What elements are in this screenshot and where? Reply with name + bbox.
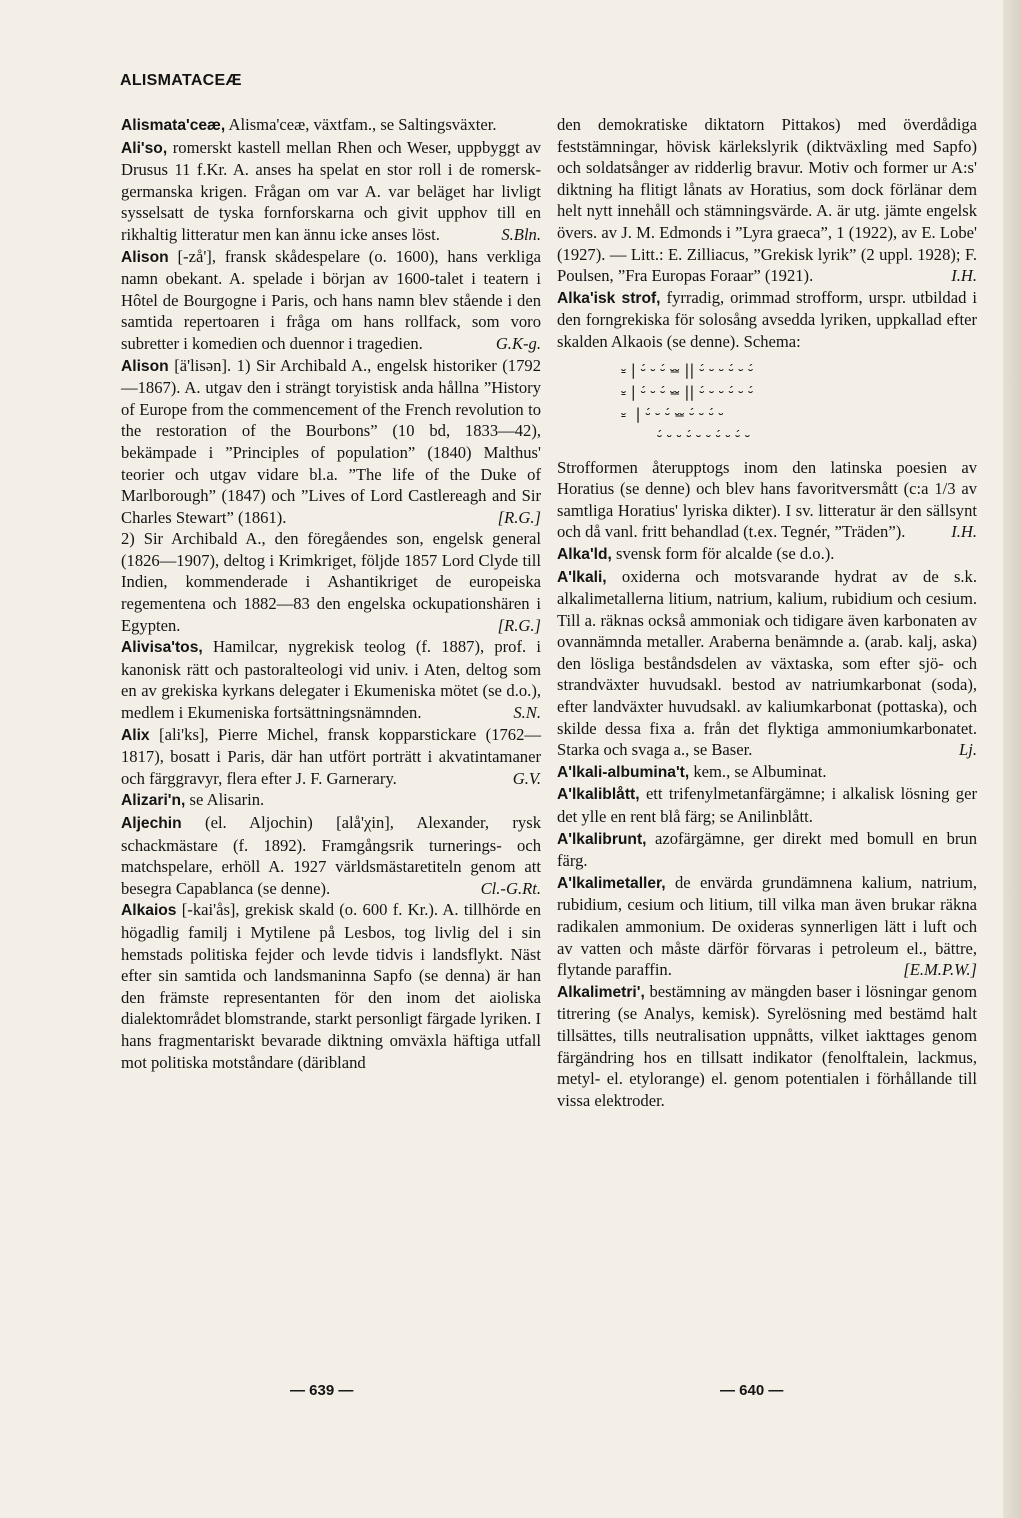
- entry-headword: Alison: [121, 357, 169, 375]
- entry-signature: S.Bln.: [501, 224, 541, 244]
- entry-headword: Aljechin: [121, 815, 182, 832]
- entry-text: de envärda grundämnena kalium, natrium, rubidium, cesium och litium, till vilka man även brukar räkna radikalen ammonium. De oxideras synnerligen lätt i luft och av vatten och måste därför förvaras i petroleum el., bättre, flytande paraffin.: [557, 872, 977, 980]
- dictionary-entry: [121, 724, 541, 790]
- entry-text: 2) Sir Archibald A., den föregåendes son, engelsk general (1826—1907), deltog i Krimkriget, följde 1857 Lord Clyde till Indien, kommenderade i Ashantikriget de europeiska regementena och 1882—83 den engelska ockupationshären i Egypten.: [121, 529, 541, 635]
- running-header: ALISMATACEÆ: [120, 72, 242, 89]
- entry-text: [-kai'ås], grekisk skald (o. 600 f. Kr.). A. tillhörde en högadlig familj i Mytilene på Lesbos, tog livlig del i sin hemstads politiska fejder och levde tidvis i landsflykt. Näst efter sin samtida och landsmaninna Sapfo (se denna) är han den främste representanten för den inom det aioliska dialektområdet blomstrande, starkt personligt färgade lyriken. I hans fragmentariskt bevarade diktning omväxla häftiga utfall mot politiska motståndare (däribland: [121, 900, 541, 1072]
- entry-text: den demokratiske diktatorn Pittakos) med överdådiga feststämningar, hövisk kärlekslyrik (diktväxling med Sapfo) och soldatsånger av ridderlig bravur. Motiv och former ur A:s' diktning ha flitigt lånats av Horatius, som dock förlänar dem helt nytt innehåll och stämningsvärde. A. är utg. jämte engelsk övers. av J. M. Edmonds i ”Lyra graeca”, 1 (1922), av E. Lobe' (1927). — Litt.: E. Zilliacus, ”Grekisk lyrik” (2 uppl. 1928); F. Poulsen, ”Fra Europas Foraar” (1921).: [557, 115, 977, 286]
- dictionary-entry: [557, 783, 977, 827]
- dictionary-entry: [557, 761, 977, 784]
- entry-headword: A'lkalimetaller,: [557, 874, 666, 892]
- meter-schema: [557, 359, 977, 447]
- dictionary-entry: [121, 899, 541, 1073]
- entry-headword: A'lkali,: [557, 568, 607, 586]
- entry-text: [-zå'], fransk skådespelare (o. 1600), hans verkliga namn obekant. A. spelade i början av 1600-talet i teatern i Hôtel de Bourgogne i Paris, och hans namn blev stående i den samtida repertoaren i fråga om hans rollfack, som voro subretter i komedien och duennor i tragedien.: [121, 246, 541, 353]
- entry-text: (el. Aljochin) [alå'χin], Alexander, rysk schackmästare (f. 1892). Framgångsrik turnerings- och matchspelare, erhöll A. 1927 världsmästaretiteln genom att besegra Capablanca (se denne).: [121, 813, 541, 898]
- entry-signature: G.K-g.: [495, 333, 541, 353]
- meter-line: ⏑́ ⏑ ⏑ ⏑́ ⏑ ⏑ ⏑́ ⏑ ⏑́ ⏑: [657, 426, 750, 445]
- entry-text: Hamilcar, nygrekisk teolog (f. 1887), prof. i kanonisk rätt och pastoralteologi vid univ. i Aten, deltog som en av grekiska kyrkans delegater i Ekumeniska mötet (se d.o.), medlem i Ekumeniska fortsättningsnämnden.: [121, 637, 541, 723]
- entry-signature: Lj.: [959, 740, 977, 760]
- page-edge: [1003, 0, 1021, 1518]
- dictionary-entry: [121, 636, 541, 723]
- entry-text: Alisma'ceæ, växtfam., se Saltingsväxter.: [228, 115, 497, 134]
- entry-headword: Alka'isk strof,: [557, 289, 661, 307]
- entry-text: svensk form för alcalde (se d.o.).: [616, 543, 835, 563]
- entry-headword: Alison: [121, 248, 169, 266]
- entry-signature: G.V.: [512, 768, 541, 788]
- entry-headword: Alix: [121, 726, 150, 744]
- entry-headword: A'lkalibrunt,: [557, 830, 647, 848]
- entry-text: romerskt kastell mellan Rhen och Weser, uppbyggt av Drusus 11 f.Kr. A. anses ha spelat en stor roll i de romersk-germanska krigen. Frågan om var A. var beläget har livligt sysselsatt de tyska fornforskarna och givit upphov till en rikhaltig litteratur men kan ännu icke anses löst.: [121, 137, 542, 244]
- dictionary-entry: [557, 287, 977, 353]
- entry-signature: [R.G.]: [497, 615, 541, 635]
- entry-headword: A'lkali-albumina't,: [557, 763, 690, 781]
- entry-text: se Alisarin.: [189, 790, 265, 810]
- dictionary-entry: [557, 543, 977, 566]
- entry-text: ett trifenylmetanfärgämne; i alkalisk lösning ger det ylle en rent blå färg; se Anilinblått.: [557, 784, 977, 827]
- entry-signature: [E.M.P.W.]: [903, 960, 977, 980]
- entry-headword: Alkalimetri',: [557, 983, 645, 1001]
- entry-headword: Alizari'n,: [121, 792, 186, 810]
- entry-text: azofärgämne, ger direkt med bomull en brun färg.: [557, 828, 977, 871]
- meter-line: ⏓ | ⏑́ ⏑ ⏑́ ⏕ || ⏑́ ⏑ ⏑ ⏑́ ⏑ ⏑́: [621, 382, 754, 401]
- entry-signature: I.H.: [951, 522, 977, 542]
- entry-signature: S.N.: [513, 703, 541, 723]
- meter-line: ⏓ | ⏑́ ⏑ ⏑́ ⏕ ⏑́ ⏑ ⏑́ ⏑: [621, 404, 724, 423]
- left-column: [121, 114, 541, 1073]
- dictionary-entry: [557, 872, 977, 981]
- page-number-left: — 639 —: [290, 1382, 354, 1399]
- dictionary-entry: [121, 812, 541, 899]
- dictionary-entry: [121, 246, 541, 355]
- dictionary-entry: [557, 457, 977, 543]
- entry-signature: [R.G.]: [497, 507, 541, 527]
- dictionary-entry: [557, 114, 977, 287]
- page-number-right: — 640 —: [720, 1382, 784, 1399]
- entry-headword: Ali'so,: [121, 139, 168, 157]
- dictionary-entry: [121, 528, 541, 636]
- dictionary-entry: [121, 789, 541, 812]
- entry-text: bestämning av mängden baser i lösningar genom titrering (se Analys, kemisk). Syrelösning med bestämd halt tillsättes, tills neutralisation uppnåtts, vilket iakttages genom färgändring hos en tillsatt indikator (fenolftalein, lackmus, metyl- el. etylorange) el. genom potentialen i förhållande till vissa elektroder.: [557, 981, 977, 1110]
- entry-text: oxiderna och motsvarande hydrat av de s.k. alkalimetallerna litium, natrium, kalium, rubidium och cesium. Till a. räknas också ammoniak och tidigare även karbonaten av ovannämnda metaller. Araberna benämnde a. (arab. kalj, aska) den lösliga beståndsdelen av växtaska, som efter sjö- och strandväxter huvudsakl. bestod av natriumkarbonat (soda), efter landväxter huvudsakl. av kaliumkarbonat (pottaska), och skilde dessa fixa a. från det flyktiga ammoniumkarbonatet. Starka och svaga a., se Baser.: [557, 566, 977, 760]
- dictionary-entry: [121, 137, 541, 246]
- entry-text: kem., se Albuminat.: [693, 761, 827, 781]
- entry-text: [ä'lisən]. 1) Sir Archibald A., engelsk historiker (1792—1867). A. utgav den i strängt toryistisk anda hållna ”History of Europe from the commencement of the French revolution to the restoration of the Bourbons” (10 bd, 1833—42), bekämpade i ”Principles of population” (1840) Malthus' teorier och utgav vidare bl.a. ”The life of the Duke of Marlborough” (1847) och ”Lives of Lord Castlereagh and Sir Charles Stewart” (1861).: [121, 355, 541, 527]
- entry-signature: Cl.-G.Rt.: [480, 878, 541, 898]
- right-column: [557, 114, 977, 1111]
- meter-line: ⏓ | ⏑́ ⏑ ⏑́ ⏕ || ⏑́ ⏑ ⏑ ⏑́ ⏑ ⏑́: [621, 360, 754, 379]
- entry-text: Strofformen återupptogs inom den latinska poesien av Horatius (se denne) och blev hans favoritversmått (c:a 1/3 av samtliga Horatius' lyriska dikter). I sv. litteratur är den sällsynt och då vanl. fritt behandlad (t.ex. Tegnér, ”Träden”).: [557, 457, 977, 542]
- entry-headword: A'lkaliblått,: [557, 786, 640, 804]
- entry-headword: Alivisa'tos,: [121, 639, 203, 657]
- dictionary-entry: [557, 828, 977, 872]
- dictionary-entry: [557, 981, 977, 1112]
- dictionary-entry: [557, 566, 977, 761]
- entry-text: fyrradig, orimmad strofform, urspr. utbildad i den forngrekiska för solosång avsedda lyriken, uppkallad efter skalden Alkaois (se denne). Schema:: [557, 287, 977, 351]
- dictionary-entry: [121, 114, 541, 137]
- entry-headword: Alka'ld,: [557, 545, 612, 563]
- entry-headword: Alismata'ceæ,: [121, 117, 226, 134]
- entry-text: [ali'ks], Pierre Michel, fransk kopparstickare (1762—1817), bosatt i Paris, där han utfört porträtt i akvatintamaner och färggravyr, flera efter J. F. Garnerary.: [121, 724, 541, 788]
- dictionary-entry: [121, 355, 541, 529]
- entry-headword: Alkaios: [121, 902, 177, 920]
- entry-signature: I.H.: [951, 266, 977, 286]
